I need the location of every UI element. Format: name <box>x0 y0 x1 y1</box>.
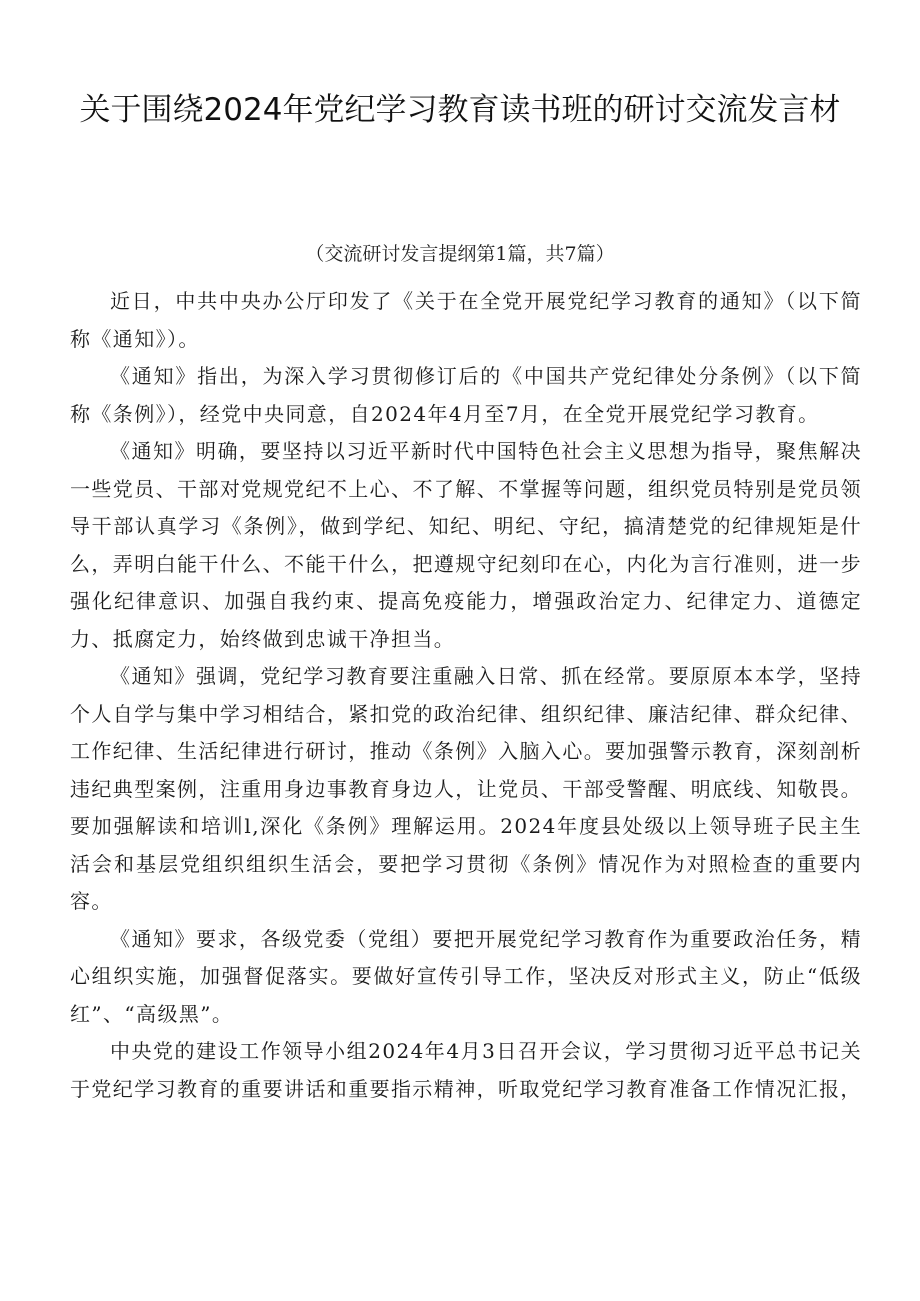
paragraph-6: 中央党的建设工作领导小组2024年4月3日召开会议，学习贯彻习近平总书记关于党纪学习教育的重要讲话和重要指示精神，听取党纪学习教育准备工作情况汇报， <box>70 1039 862 1101</box>
document-subtitle: （交流研讨发言提纲第1篇，共7篇） <box>305 243 615 265</box>
paragraph-4: 《通知》强调，党纪学习教育要注重融入日常、抓在经常。要原原本本学，坚持个人自学与集中学习相结合，紧扣党的政治纪律、组织纪律、廉洁纪律、群众纪律、工作纪律、生活纪律进行研讨，推动《条例》入脑入心。要加强警示教育，深刻剖析违纪典型案例，注重用身边事教育身边人，让党员、干部受警醒、明底线、知敬畏。要加强解读和培训l,深化《条例》理解运用。2024年度县处级以上领导班子民主生活会和基层党组织组织生活会，要把学习贯彻《条例》情况作为对照检查的重要内容。 <box>70 664 862 913</box>
document-body <box>70 283 862 1108</box>
paragraph-2: 《通知》指出，为深入学习贯彻修订后的《中国共产党纪律处分条例》（以下简称《条例》），经党中央同意，自2024年4月至7月，在全党开展党纪学习教育。 <box>70 364 862 426</box>
paragraph-5: 《通知》要求，各级党委（党组）要把开展党纪学习教育作为重要政治任务，精心组织实施，加强督促落实。要做好宣传引导工作，坚决反对形式主义，防止“低级红”、“高级黑”。 <box>70 926 862 1026</box>
paragraph-1: 近日，中共中央办公厅印发了《关于在全党开展党纪学习教育的通知》（以下简称《通知》）。 <box>70 289 862 351</box>
document-title: 关于围绕2024年党纪学习教育读书班的研讨交流发言材 <box>79 92 841 128</box>
paragraph-3: 《通知》明确，要坚持以习近平新时代中国特色社会主义思想为指导，聚焦解决一些党员、干部对党规党纪不上心、不了解、不掌握等问题，组织党员特别是党员领导干部认真学习《条例》，做到学纪、知纪、明纪、守纪，搞清楚党的纪律规矩是什么，弄明白能干什么、不能干什么，把遵规守纪刻印在心，内化为言行准则，进一步强化纪律意识、加强自我约束、提高免疫能力，增强政治定力、纪律定力、道德定力、抵腐定力，始终做到忠诚干净担当。 <box>70 439 862 651</box>
